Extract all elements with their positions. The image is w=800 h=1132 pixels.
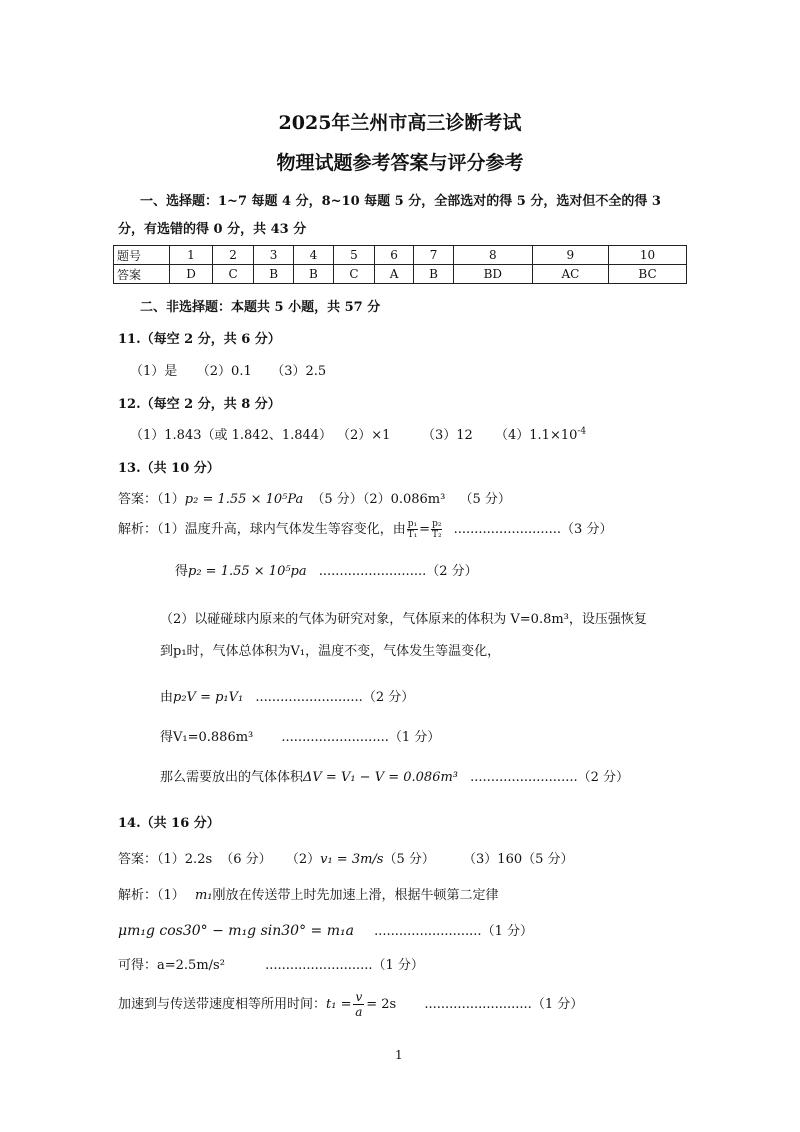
table-cell: C (333, 265, 374, 284)
table-cell: 10 (609, 246, 687, 265)
q11-heading: 11.（每空 2 分，共 6 分） (118, 332, 281, 347)
q13-part2-line1: （2）以碰碰球内原来的气体为研究对象，气体原来的体积为 V=0.8m³，设压强恢复 (160, 612, 647, 627)
page-number: 1 (395, 1048, 403, 1062)
q12-answer-2: （2）×1 (337, 428, 391, 443)
table-cell: 5 (333, 246, 374, 265)
table-cell: BD (453, 265, 532, 284)
page-title: 2025年兰州市高三诊断考试 (278, 112, 522, 134)
table-cell: 8 (453, 246, 532, 265)
table-cell: 7 (414, 246, 454, 265)
fraction-p1-t1: $\frac{\text{p₁}}{\text{T₁}}$ (407, 519, 418, 540)
table-header-label: 题号 (114, 246, 170, 265)
table-cell: B (414, 265, 454, 284)
q13-result-p2: 得p₂ = 1.55 × 10⁵pa ..........................（2 分） (175, 564, 478, 579)
table-cell: 1 (170, 246, 213, 265)
q13-part2-line2: 到p₁时，气体总体积为V₁，温度不变，气体发生等温变化， (160, 644, 501, 659)
q13-explanation-1: 解析：（1）温度升高，球内气体发生等容变化，由 $\frac{\text{p₁}}{\text{T₁}}$ = $\frac{\text{p₂}}{\text{T₂}}$ ..........................（3 分） (118, 519, 613, 540)
q14-time-result: 加速到与传送带速度相等所用时间：t₁ = $\frac{v}{a}$ = 2s ..........................（1 分） (118, 990, 584, 1019)
page-subtitle: 物理试题参考答案与评分参考 (276, 152, 524, 174)
table-cell: B (254, 265, 294, 284)
table-cell: C (213, 265, 254, 284)
q12-heading: 12.（每空 2 分，共 8 分） (118, 397, 281, 412)
q14-heading: 14.（共 16 分） (118, 816, 220, 831)
section2-heading: 二、非选择题：本题共 5 小题，共 57 分 (140, 300, 381, 315)
q12-answer-3: （3）12 (422, 428, 473, 443)
table-cell: 3 (254, 246, 294, 265)
q14-newton-equation: μm₁g cos30° − m₁g sin30° = m₁a ..........................（1 分） (118, 923, 533, 939)
table-cell: 2 (213, 246, 254, 265)
q14-answer-line: 答案：（1）2.2s （6 分） （2）v₁ = 3m/s（5 分） （3）160（5 分） (118, 852, 574, 867)
q13-result-v1: 得V₁=0.886m³ ..........................（1 分） (160, 730, 441, 745)
q13-answer-line: 答案：（1）p₂ = 1.55 × 10⁵Pa （5 分）（2）0.086m³ （5 分） (118, 492, 511, 507)
fraction-v-over-a: $\frac{v}{a}$ (355, 990, 363, 1019)
q14-explanation-1: 解析：（1） m₁刚放在传送带上时先加速上滑，根据牛顿第二定律 (118, 888, 499, 903)
table-header-label: 答案 (114, 265, 170, 284)
table-cell: 6 (375, 246, 414, 265)
q12-answer-4: $(4)1.1\times 10^{-4}$ (495, 426, 587, 443)
table-cell: 4 (294, 246, 334, 265)
table-cell: A (375, 265, 414, 284)
section1-line1: 一、选择题：1~7 每题 4 分，8~10 每题 5 分，全部选对的得 5 分，选对但不全的得 3 (140, 194, 661, 209)
table-row-answers (114, 265, 687, 284)
q13-equation-isothermal: 由p₂V = p₁V₁ ..........................（2 分） (160, 690, 415, 705)
q13-release-volume: 那么需要放出的气体体积ΔV = V₁ − V = 0.086m³ ..........................（2 分） (160, 770, 630, 785)
q13-heading: 13.（共 10 分） (118, 461, 220, 476)
answer-table (113, 245, 687, 284)
q12-answer-1: （1）1.843（或 1.842、1.844） (130, 428, 333, 443)
table-cell: AC (532, 265, 608, 284)
section1-line2: 分，有选错的得 0 分，共 43 分 (118, 222, 307, 237)
fraction-p2-t2: $\frac{\text{p₂}}{\text{T₂}}$ (431, 519, 442, 540)
table-cell: B (294, 265, 334, 284)
table-cell: D (170, 265, 213, 284)
table-cell: BC (609, 265, 687, 284)
q11-answers: （1）是 （2）0.1 （3）2.5 (130, 364, 327, 379)
table-cell: 9 (532, 246, 608, 265)
q14-acceleration-result: 可得：a=2.5m/s² ..........................（1 分） (118, 958, 424, 973)
table-row-numbers (114, 246, 687, 265)
